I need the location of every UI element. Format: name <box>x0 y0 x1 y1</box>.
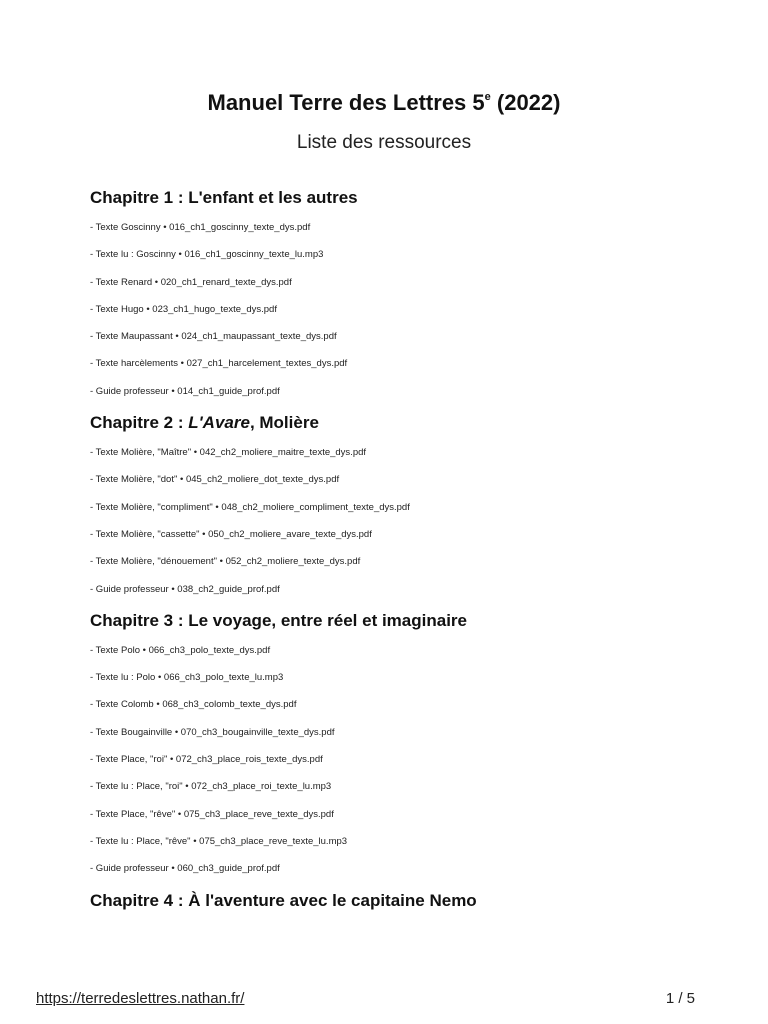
resource-item: - Texte Colomb • 068_ch3_colomb_texte_dys.pdf <box>90 699 297 711</box>
chapter-heading <box>90 887 710 915</box>
chapter-heading <box>90 607 710 635</box>
resource-item: - Texte Molière, "Maître" • 042_ch2_moliere_maitre_texte_dys.pdf <box>90 447 367 459</box>
chapter-heading <box>90 184 710 212</box>
chapter-prefix: Chapitre 1 : <box>90 188 189 207</box>
page-subtitle: Liste des ressources <box>296 132 472 153</box>
footer-url-link[interactable]: https://terredeslettres.nathan.fr/ <box>36 990 245 1007</box>
chapter-section <box>90 409 710 603</box>
title-superscript: e <box>484 90 491 103</box>
chapter-title: À l'aventure avec le capitaine Nemo <box>188 890 477 910</box>
resource-item: - Texte Maupassant • 024_ch1_maupassant_texte_dys.pdf <box>90 331 337 343</box>
title-year: (2022) <box>490 90 561 115</box>
resource-item: - Guide professeur • 014_ch1_guide_prof.pdf <box>90 385 280 397</box>
resource-item: - Texte Hugo • 023_ch1_hugo_texte_dys.pdf <box>90 303 277 315</box>
chapter-title: , Molière <box>249 413 319 433</box>
chapter-prefix: Chapitre 4 : <box>90 890 189 910</box>
resource-item: - Texte Molière, "dénouement" • 052_ch2_moliere_texte_dys.pdf <box>90 556 361 568</box>
resource-item: - Texte lu : Goscinny • 016_ch1_goscinny_texte_lu.mp3 <box>90 249 324 261</box>
resource-list <box>90 637 710 883</box>
resource-item: - Guide professeur • 038_ch2_guide_prof.pdf <box>90 583 280 595</box>
chapter-section <box>90 184 710 405</box>
resource-item: - Guide professeur • 060_ch3_guide_prof.pdf <box>90 863 280 875</box>
chapter-prefix: Chapitre 2 : <box>90 413 189 433</box>
resource-item: - Texte lu : Place, "rêve" • 075_ch3_place_reve_texte_lu.mp3 <box>90 835 348 847</box>
page-title <box>0 90 768 116</box>
resource-list <box>90 214 710 405</box>
resource-item: - Texte Polo • 066_ch3_polo_texte_dys.pdf <box>90 644 271 656</box>
chapter-title-italic: L'Avare <box>188 413 250 433</box>
resource-item: - Texte Molière, "cassette" • 050_ch2_moliere_avare_texte_dys.pdf <box>90 528 372 540</box>
page-indicator: 1 / 5 <box>665 990 695 1007</box>
resource-list <box>90 439 710 603</box>
resource-item: - Texte Bougainville • 070_ch3_bougainville_texte_dys.pdf <box>90 726 335 738</box>
title-main: Manuel Terre des Lettres 5 <box>207 90 485 115</box>
resource-item: - Texte Molière, "dot" • 045_ch2_moliere_dot_texte_dys.pdf <box>90 474 340 486</box>
chapter-title: L'enfant et les autres <box>188 188 358 207</box>
chapter-section <box>90 607 710 883</box>
chapter-prefix: Chapitre 3 : <box>90 610 189 630</box>
resource-item: - Texte Place, "rêve" • 075_ch3_place_reve_texte_dys.pdf <box>90 808 334 820</box>
resource-item: - Texte Goscinny • 016_ch1_goscinny_texte_dys.pdf <box>90 222 311 233</box>
resource-list-content <box>90 184 710 919</box>
resource-item: - Texte Molière, "compliment" • 048_ch2_moliere_compliment_texte_dys.pdf <box>90 501 410 513</box>
resource-item: - Texte lu : Polo • 066_ch3_polo_texte_lu.mp3 <box>90 672 284 684</box>
resource-item: - Texte Renard • 020_ch1_renard_texte_dys.pdf <box>90 276 292 288</box>
chapter-section <box>90 887 710 915</box>
resource-item: - Texte Place, "roi" • 072_ch3_place_rois_texte_dys.pdf <box>90 754 323 766</box>
chapter-heading <box>90 409 710 437</box>
resource-item: - Texte lu : Place, "roi" • 072_ch3_place_roi_texte_lu.mp3 <box>90 781 332 793</box>
resource-item: - Texte harcèlements • 027_ch1_harcelement_textes_dys.pdf <box>90 358 348 370</box>
chapter-title: Le voyage, entre réel et imaginaire <box>188 610 467 630</box>
